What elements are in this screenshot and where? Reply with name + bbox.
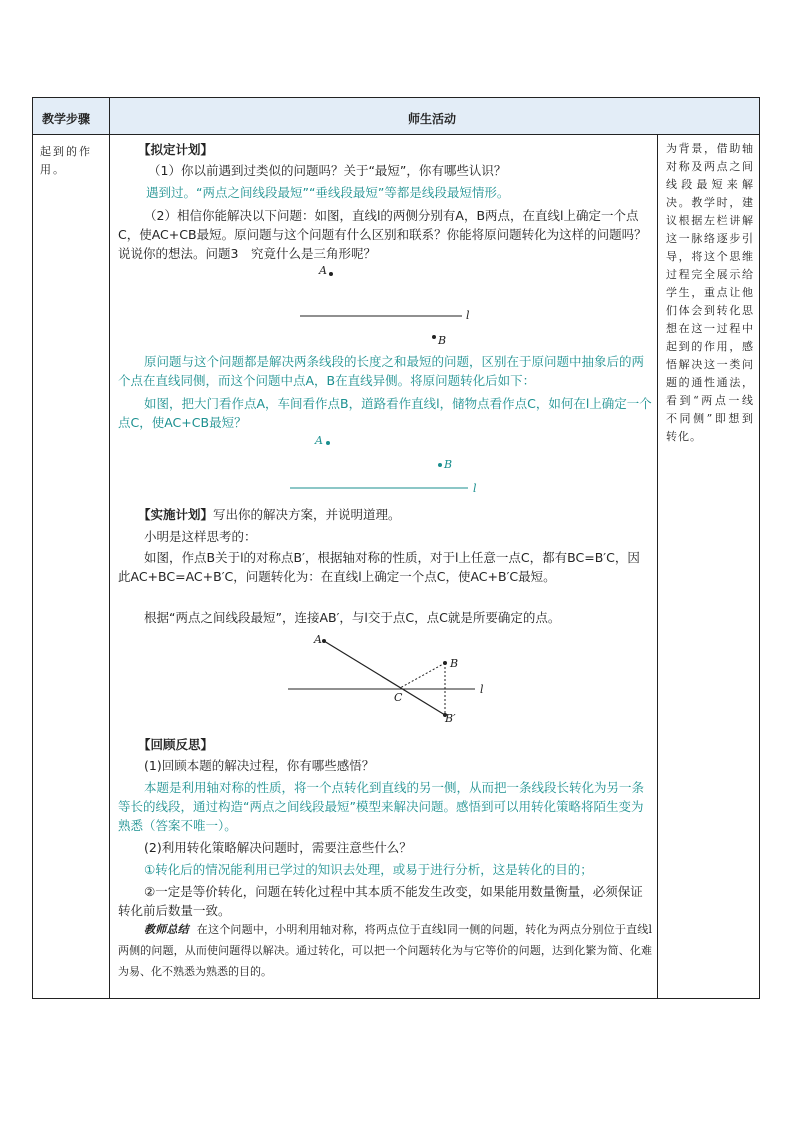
header-steps: 教学步骤 — [42, 112, 91, 126]
header-activity: 师生活动 — [408, 112, 457, 126]
section-heading-implement-tail: 写出你的解决方案，并说明道理。 — [213, 507, 401, 522]
right-column-note: 为背景，借助轴对称及两点之间线段最短来解决。教学时，建议根据左栏讲解这一脉络逐步引导，将这个思维过程完全展示给学生，重点让他们体会到转化思想在这一过程中起到的作用，感悟解决这一类问题的通性通法，看到“两点一线不同侧”即想到转化。 — [666, 142, 754, 443]
section-heading-implement: 【实施计划】 — [138, 507, 214, 522]
section-heading-reflect: 【回顾反思】 — [138, 737, 214, 752]
reflect-a2: ①转化后的情况能利用已学过的知识去处理，或易于进行分析，这是转化的目的； — [144, 862, 593, 877]
point-b — [443, 661, 447, 665]
teacher-summary — [118, 919, 652, 982]
implement-p1: 小明是这样思考的： — [144, 529, 257, 544]
reflect-a1: 本题是利用轴对称的性质，将一个点转化到直线的另一侧，从而把一条线段长转化为另一条等长的线段，通过构造“两点之间线段最短”模型来解决问题。感悟到可以用转化策略将陌生变为熟悉（答案不唯一）。 — [118, 780, 645, 833]
reflect-q2: (2)利用转化策略解决问题时，需要注意些什么？ — [144, 840, 412, 855]
point-b — [432, 335, 436, 339]
fig2-label-b: B — [444, 458, 453, 471]
fig1-label-b: B — [438, 334, 447, 347]
table-border-header — [32, 134, 760, 135]
segment-ab-prime — [324, 641, 445, 715]
left-column-text: 起到的作用。 — [40, 145, 92, 176]
reflect-q1: (1)回顾本题的解决过程，你有哪些感悟？ — [144, 758, 375, 773]
table-border-right — [759, 97, 760, 999]
fig2-label-l: l — [473, 482, 477, 495]
question-2: （2）相信你能解决以下问题：如图，直线l的两侧分别有A，B两点，在直线l上确定一个点C，使AC+CB最短。原问题与这个问题有什么区别和联系？你能将原问题转化为这样的问题吗？说说你的想法。问题3 究竟什么是三角形呢？ — [118, 208, 647, 261]
section-heading-plan: 【拟定计划】 — [138, 142, 214, 157]
implement-p2: 如图，作点B关于l的对称点B′，根据轴对称的性质，对于l上任意一点C，都有BC=B′C，因此AC+BC=AC+B′C，问题转化为：在直线l上确定一个点C，使AC+B′C最短。 — [118, 550, 640, 584]
fig1-label-a: A — [319, 264, 327, 277]
fig3-label-c: C — [394, 691, 403, 704]
fig2-label-a: A — [315, 434, 323, 447]
summary-label: 教师总结 — [144, 923, 189, 936]
answer-1: 遇到过。“两点之间线段最短”“垂线段最短”等都是线段最短情形。 — [146, 185, 510, 200]
table-border-left — [32, 97, 33, 999]
table-header-background — [32, 97, 760, 134]
answer-3: 如图，把大门看作点A，车间看作点B，道路看作直线l，储物点看作点C，如何在l上确定一个点C，使AC+CB最短？ — [118, 396, 652, 430]
table-border-top — [32, 97, 760, 98]
fig3-label-a: A — [314, 633, 322, 646]
point-a — [322, 639, 326, 643]
fig3-label-b: B — [450, 657, 459, 670]
table-divider-steps — [109, 97, 110, 999]
fig3-label-b-prime: B′ — [445, 712, 456, 725]
segment-bc — [400, 663, 445, 688]
point-a — [326, 441, 330, 445]
question-1: （1）你以前遇到过类似的问题吗？关于“最短”，你有哪些认识？ — [148, 163, 507, 178]
point-b — [438, 463, 442, 467]
section-heading-implement-line — [138, 505, 401, 524]
answer-2: 原问题与这个问题都是解决两条线段的长度之和最短的问题，区别在于原问题中抽象后的两个点在直线同侧，而这个问题中点A，B在直线异侧。将原问题转化后如下： — [118, 354, 645, 388]
implement-p3: 根据“两点之间线段最短”，连接AB′，与l交于点C，点C就是所要确定的点。 — [144, 610, 561, 625]
fig3-label-l: l — [480, 683, 484, 696]
table-border-bottom — [32, 998, 760, 999]
summary-text: 在这个问题中，小明利用轴对称，将两点位于直线l同一侧的问题，转化为两点分别位于直线l两侧的问题，从而使问题得以解决。通过转化，可以把一个问题转化为与它等价的问题，达到化繁为简、化难为易、化不熟悉为熟悉的目的。 — [118, 923, 652, 978]
reflect-a3: ②一定是等价转化，问题在转化过程中其本质不能发生改变，如果能用数量衡量，必须保证转化前后数量一致。 — [118, 884, 643, 918]
fig1-label-l: l — [466, 309, 470, 322]
table-divider-notes — [657, 134, 658, 999]
point-a — [329, 272, 333, 276]
figure-3 — [280, 630, 490, 730]
